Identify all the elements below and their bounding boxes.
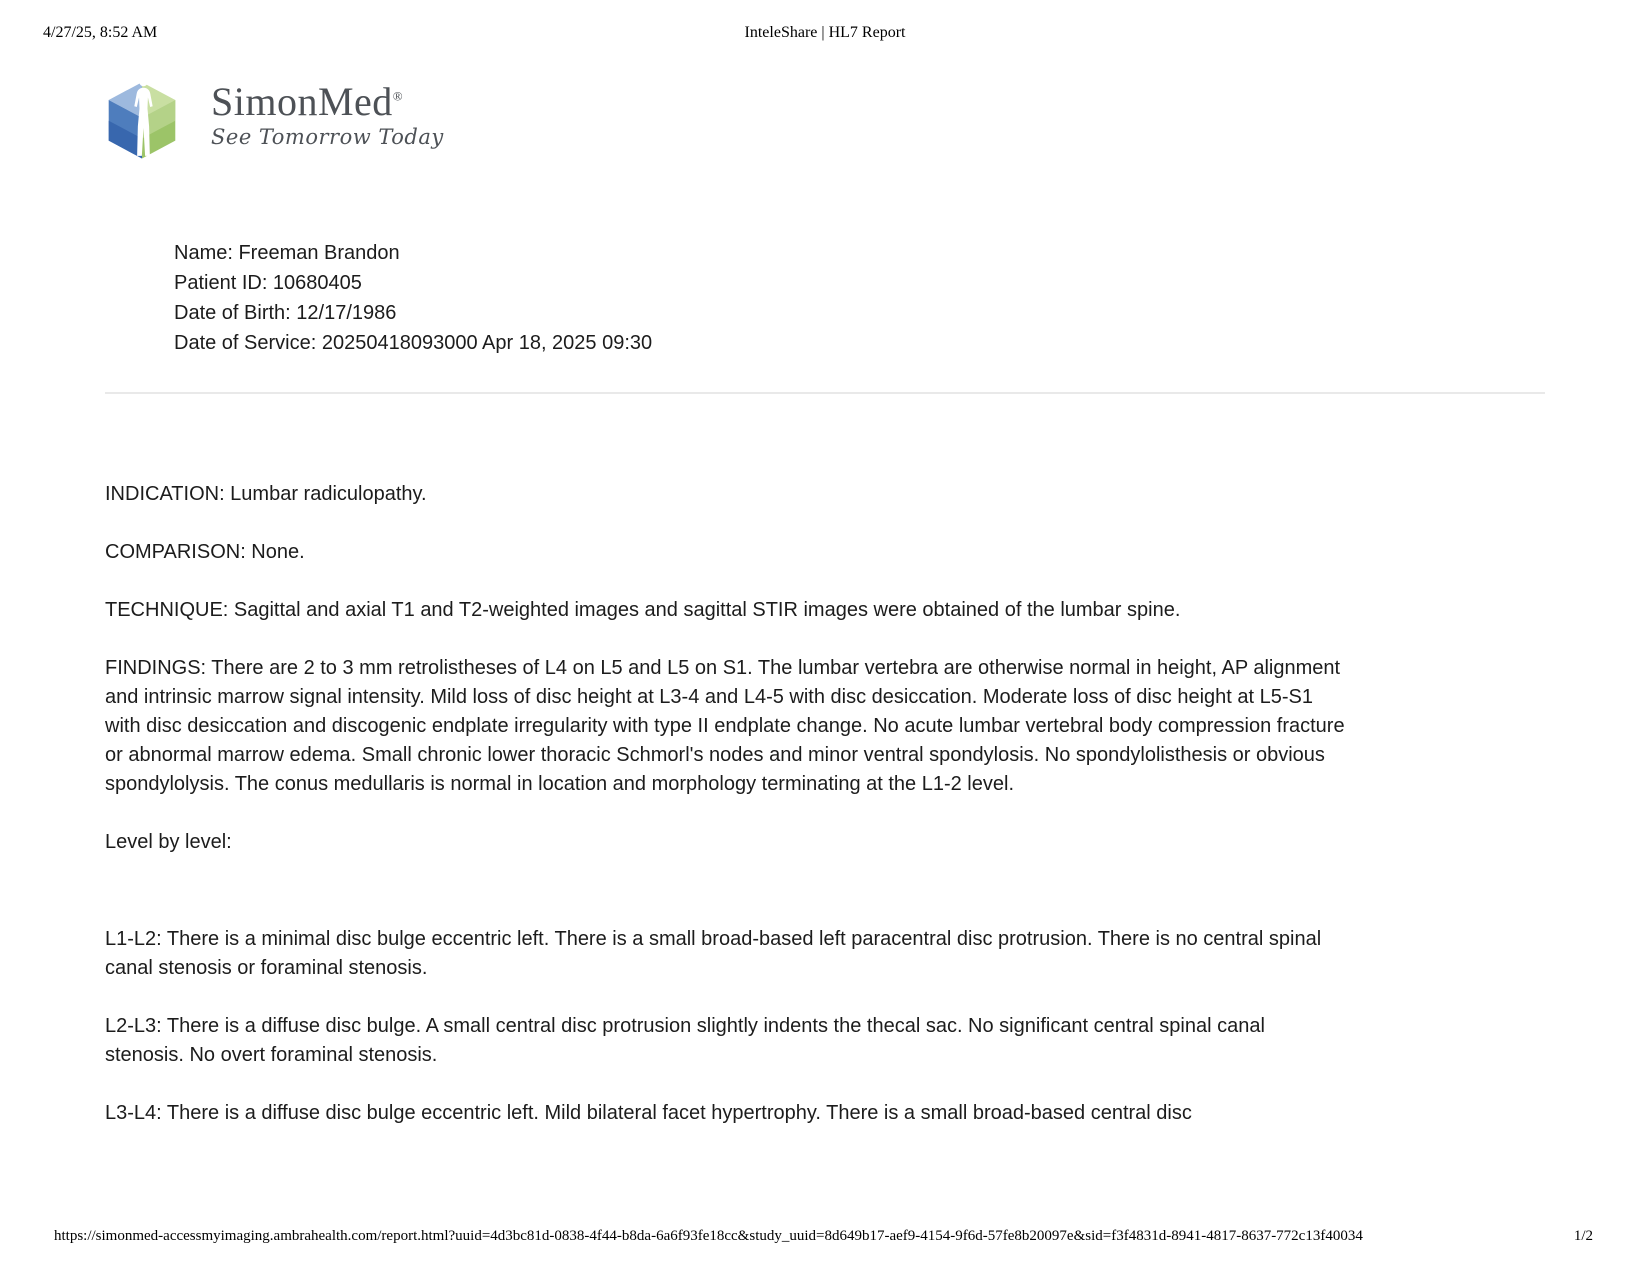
report-technique: TECHNIQUE: Sagittal and axial T1 and T2-weighted images and sagittal STIR images were obtained of the lumbar spine. [105,599,1181,621]
simonmed-logo [105,68,444,162]
patient-dos-line: Date of Service: 20250418093000 Apr 18, 2025 09:30 [174,332,653,354]
report-findings: FINDINGS: There are 2 to 3 mm retrolistheses of L4 on L5 and L5 on S1. The lumbar vertebra are otherwise normal in height, AP alignment and intrinsic marrow signal intensity. Mild loss of disc height at L3-4 and L4-5 with disc desiccation. Moderate loss of disc height at L5-S1 with disc desiccation and discogenic endplate irregularity with type II endplate change. No acute lumbar vertebral body compression fracture or abnormal marrow edema. Small chronic lower thoracic Schmorl's nodes and minor ventral spondylosis. No spondylolisthesis or obvious spondylolysis. The conus medullaris is normal in location and morphology terminating at the L1-2 level. [105,657,1345,795]
logo-text-block [211,79,444,149]
report-l3-l4: L3-L4: There is a diffuse disc bulge eccentric left. Mild bilateral facet hypertrophy. There is a small broad-based central disc [105,1102,1192,1124]
print-title: InteleShare | HL7 Report [744,24,906,41]
brand-wordmark: SimonMed [211,79,393,124]
report-l1-l2: L1-L2: There is a minimal disc bulge eccentric left. There is a small broad-based left paracentral disc protrusion. There is no central spinal canal stenosis or foraminal stenosis. [105,928,1322,979]
report-comparison: COMPARISON: None. [105,541,305,563]
report-body [105,480,1345,1157]
section-divider [105,392,1545,394]
print-page-indicator: 1/2 [1573,1228,1593,1244]
brand-tagline: See Tomorrow Today [211,125,444,149]
patient-id-line: Patient ID: 10680405 [174,272,362,294]
brand-name [211,79,444,124]
patient-dob-line: Date of Birth: 12/17/1986 [174,302,397,324]
print-timestamp: 4/27/25, 8:52 AM [43,24,158,41]
patient-name-line: Name: Freeman Brandon [174,242,400,264]
report-indication: INDICATION: Lumbar radiculopathy. [105,483,427,505]
simonmed-cube-icon [105,72,179,162]
patient-info [174,238,652,358]
print-footer-url: https://simonmed-accessmyimaging.ambrahealth.com/report.html?uuid=4d3bc81d-0838-4f44-b8da-6a6f93fe18cc&study_uuid=8d649b17-aef9-4154-9f6d-57fe8b20097e&sid=f3f4831d-8941-4817-8637-772c13f40034 [54,1228,1363,1244]
report-l2-l3: L2-L3: There is a diffuse disc bulge. A small central disc protrusion slightly indents the thecal sac. No significant central spinal canal stenosis. No overt foraminal stenosis. [105,1015,1265,1066]
report-level-by-level-heading: Level by level: [105,831,232,853]
registered-mark-icon: ® [392,88,404,104]
